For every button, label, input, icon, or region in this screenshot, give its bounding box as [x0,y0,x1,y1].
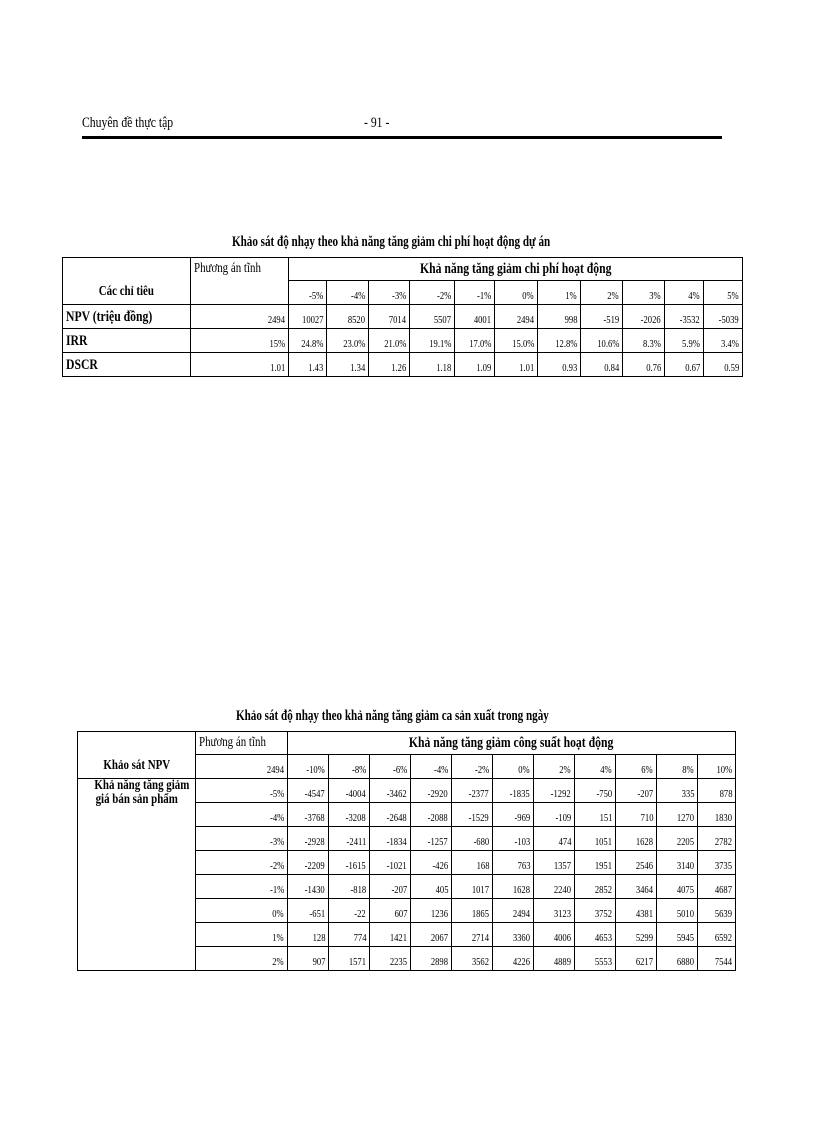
table-cell: 6592 [698,923,736,947]
table-cell: 4687 [698,875,736,899]
table-cell: 3562 [452,947,493,971]
column-header: 2% [581,281,623,305]
table-cell: 5010 [657,899,698,923]
table-cell: -207 [616,779,657,803]
table-cell: 3360 [493,923,534,947]
table-cell: 5299 [616,923,657,947]
table-cell: -2209 [288,851,329,875]
table-cell: 10.6% [581,329,623,353]
table-cell: -103 [493,827,534,851]
price-change-pct: -4% [196,803,288,827]
table-cell: -2088 [411,803,452,827]
static-scenario-header: Phương án tĩnh [191,258,289,281]
indicator-label: NPV (triệu đồng) [63,305,191,329]
table-cell: 0.76 [623,353,665,377]
table-cell: 3464 [616,875,657,899]
capacity-group-header: Khả năng tăng giảm công suất hoạt động [288,732,736,755]
table-cell: 907 [288,947,329,971]
table-cell: 23.0% [327,329,369,353]
table-cell: 0.59 [704,353,743,377]
table-cell: 5945 [657,923,698,947]
table-cell: 1628 [493,875,534,899]
table-cell: -4547 [288,779,329,803]
column-header: 0% [493,755,534,779]
table-cell: 1.34 [327,353,369,377]
table-cell: 4226 [493,947,534,971]
table-cell: -750 [575,779,616,803]
column-header: 10% [698,755,736,779]
table-cell: 2782 [698,827,736,851]
table-cell: 2852 [575,875,616,899]
table-cell: 2240 [534,875,575,899]
table2-title: Khảo sát độ nhạy theo khả năng tăng giảm ca sản xuất trong ngày [236,708,549,724]
table-cell: -1021 [370,851,411,875]
column-header: -5% [289,281,327,305]
column-header: 0% [495,281,538,305]
table-cell: 474 [534,827,575,851]
table-cell: -1257 [411,827,452,851]
static-scenario-header: Phương án tĩnh [196,732,288,755]
table-cell: -3768 [288,803,329,827]
table-cell: 4653 [575,923,616,947]
table-cell: 607 [370,899,411,923]
table-cell: 1830 [698,803,736,827]
table-cell: -4004 [329,779,370,803]
table-cell: -2377 [452,779,493,803]
static-value-cell: 15% [191,329,289,353]
table-cell: -2026 [623,305,665,329]
table-cell: 2205 [657,827,698,851]
table-cell: 3735 [698,851,736,875]
indicator-label: DSCR [63,353,191,377]
page-number: - 91 - [364,115,390,131]
table-cell: -1834 [370,827,411,851]
npv-survey-header: Khảo sát NPV [78,755,196,779]
table-cell: 6217 [616,947,657,971]
sensitivity-table-production-shift [77,731,736,971]
price-change-pct: 2% [196,947,288,971]
price-change-pct: 1% [196,923,288,947]
table-cell: 1.09 [455,353,495,377]
table-cell: -3532 [665,305,704,329]
column-header: 6% [616,755,657,779]
table-cell: -22 [329,899,370,923]
column-header: -2% [410,281,455,305]
column-header: -4% [411,755,452,779]
table-cell: 0.84 [581,353,623,377]
table-cell: 2067 [411,923,452,947]
price-change-pct: -2% [196,851,288,875]
table-cell: 1571 [329,947,370,971]
table-cell: 128 [288,923,329,947]
price-change-group-label [78,779,196,971]
table-cell: 1236 [411,899,452,923]
table-cell: -969 [493,803,534,827]
table-cell: 3123 [534,899,575,923]
table-cell: 151 [575,803,616,827]
table-cell: -3208 [329,803,370,827]
price-change-pct: -5% [196,779,288,803]
table-cell: -426 [411,851,452,875]
table-cell: 5639 [698,899,736,923]
document-title: Chuyên đề thực tập [82,115,174,131]
table-cell: -1835 [493,779,534,803]
column-header: -6% [370,755,411,779]
table-cell: 2235 [370,947,411,971]
table-cell: -2920 [411,779,452,803]
table-cell: 1.43 [289,353,327,377]
table-cell: -5039 [704,305,743,329]
table-cell: 3752 [575,899,616,923]
table-cell: 4075 [657,875,698,899]
table-cell: -1292 [534,779,575,803]
table2-header-row-1 [78,732,736,755]
table-cell: 1017 [452,875,493,899]
column-header: -2% [452,755,493,779]
table-cell: -651 [288,899,329,923]
table-cell: -2411 [329,827,370,851]
column-header: 4% [665,281,704,305]
price-change-label-line2: giá bán sản phẩm [95,792,178,807]
table-cell: 1.26 [369,353,410,377]
column-header: 2% [534,755,575,779]
static-value-cell: 2494 [196,755,288,779]
column-header: 5% [704,281,743,305]
table2-row [78,779,736,803]
static-value-cell: 1.01 [191,353,289,377]
table-cell: 5507 [410,305,455,329]
table-cell: 1357 [534,851,575,875]
table-cell: -1529 [452,803,493,827]
table-cell: 763 [493,851,534,875]
price-change-pct: 0% [196,899,288,923]
table1-header-row-2 [63,281,743,305]
table-cell: 1865 [452,899,493,923]
indicator-label: IRR [63,329,191,353]
table-cell: -109 [534,803,575,827]
table-cell: 5553 [575,947,616,971]
column-header: -1% [455,281,495,305]
table-cell: 710 [616,803,657,827]
table-cell: 0.93 [538,353,581,377]
operating-cost-group-header: Khả năng tăng giảm chi phí hoạt động [289,258,743,281]
table-cell: 12.8% [538,329,581,353]
table-cell: 17.0% [455,329,495,353]
column-header: 1% [538,281,581,305]
table-cell: 1.18 [410,353,455,377]
table1-row-dscr [63,353,743,377]
table-cell: 7014 [369,305,410,329]
table-cell: 19.1% [410,329,455,353]
table-cell: 3140 [657,851,698,875]
table-cell: 0.67 [665,353,704,377]
table-cell: 6880 [657,947,698,971]
table-cell: 24.8% [289,329,327,353]
table-cell: -818 [329,875,370,899]
table-cell: 2494 [493,899,534,923]
table1-header-row-1 [63,258,743,281]
table-cell: 2714 [452,923,493,947]
table-cell: 335 [657,779,698,803]
table-cell: 774 [329,923,370,947]
table-cell: -680 [452,827,493,851]
table-cell: -2928 [288,827,329,851]
table-cell: 1.01 [495,353,538,377]
table-cell: 998 [538,305,581,329]
table-cell: 1270 [657,803,698,827]
table2-corner-cell [78,732,196,755]
column-header: 3% [623,281,665,305]
table-cell: 4381 [616,899,657,923]
table-cell: 7544 [698,947,736,971]
table-cell: -3462 [370,779,411,803]
table-cell: 168 [452,851,493,875]
price-change-pct: -1% [196,875,288,899]
indicators-header: Các chỉ tiêu [63,281,191,305]
table1-title: Khảo sát độ nhạy theo khả năng tăng giảm chi phí hoạt động dự án [232,234,551,250]
table-cell: 1421 [370,923,411,947]
table-cell: 1051 [575,827,616,851]
table1-corner-cell [63,258,191,281]
table-cell: -1615 [329,851,370,875]
static-value-cell: 2494 [191,305,289,329]
table-cell: -207 [370,875,411,899]
table1-row-npv [63,305,743,329]
table-cell: -1430 [288,875,329,899]
table-cell: 2494 [495,305,538,329]
column-header: -3% [369,281,410,305]
table-cell: 4001 [455,305,495,329]
table-cell: 3.4% [704,329,743,353]
table-cell: -519 [581,305,623,329]
column-header: -10% [288,755,329,779]
table-cell: 2898 [411,947,452,971]
table-cell: 21.0% [369,329,410,353]
table1-row-irr [63,329,743,353]
table-cell: 1628 [616,827,657,851]
table-cell: 405 [411,875,452,899]
price-change-pct: -3% [196,827,288,851]
table-cell: 4889 [534,947,575,971]
table-cell: 10027 [289,305,327,329]
column-header: -8% [329,755,370,779]
table-cell: 4006 [534,923,575,947]
table-cell: 8.3% [623,329,665,353]
column-header: 8% [657,755,698,779]
column-header: -4% [327,281,369,305]
table-cell: 15.0% [495,329,538,353]
table-cell: -2648 [370,803,411,827]
table-cell: 1951 [575,851,616,875]
table2-header-row-2 [78,755,736,779]
static-scenario-header-blank [191,281,289,305]
table-cell: 2546 [616,851,657,875]
table-cell: 8520 [327,305,369,329]
price-change-label-line1: Khả năng tăng giảm [94,778,190,793]
column-header: 4% [575,755,616,779]
table-cell: 878 [698,779,736,803]
page-header [82,112,722,139]
sensitivity-table-operating-cost [62,257,743,377]
table-cell: 5.9% [665,329,704,353]
